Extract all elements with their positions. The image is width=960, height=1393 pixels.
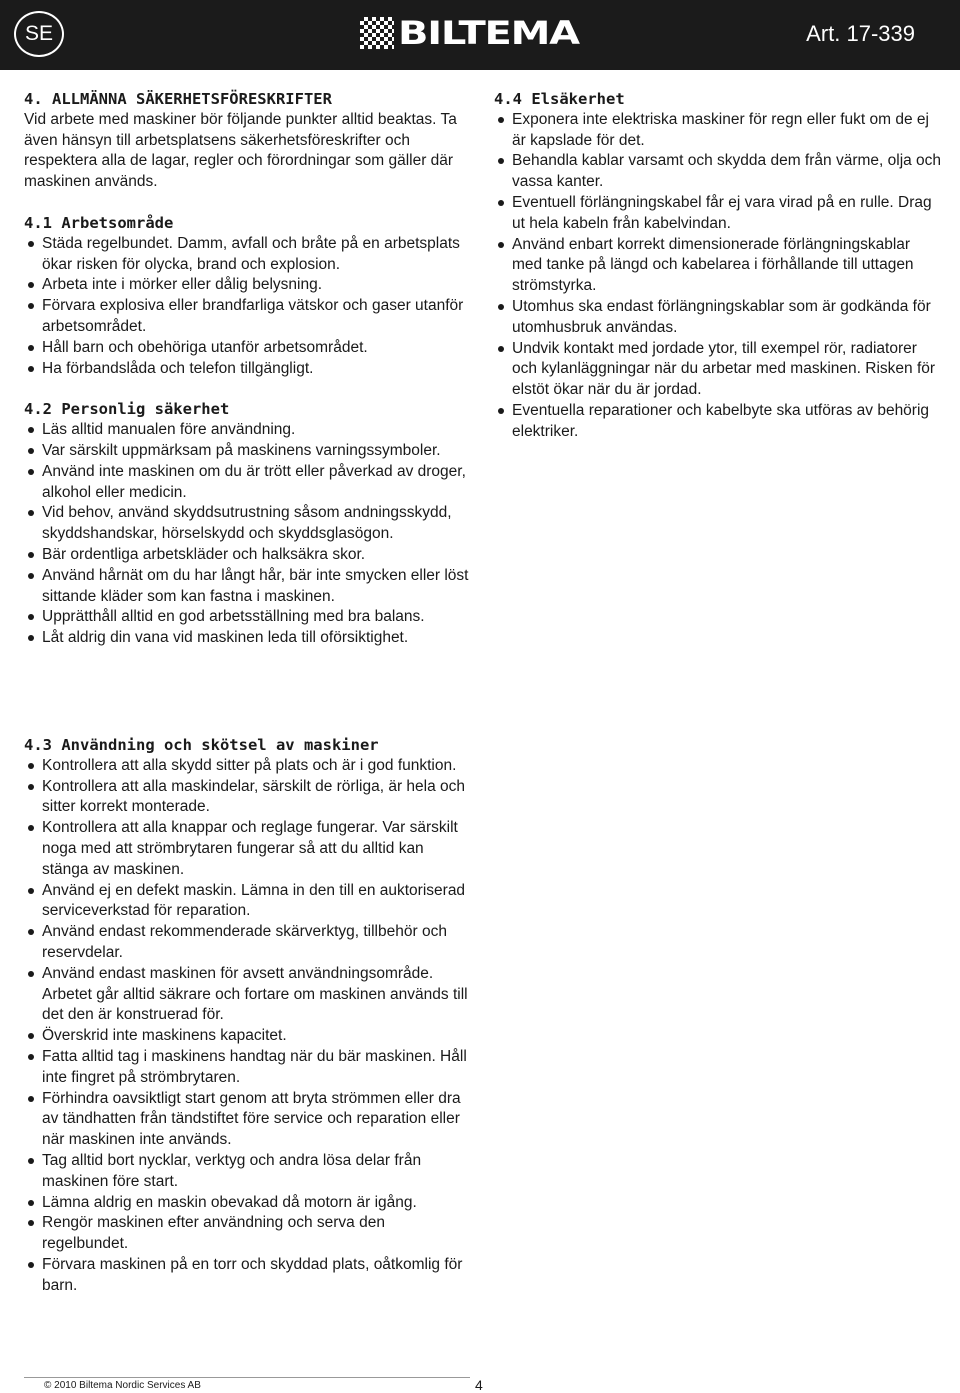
left-column-top (24, 89, 472, 649)
left-column-bottom (24, 735, 472, 1297)
list-item: Förhindra oavsiktligt start genom att bryta strömmen eller dra av tändhatten från tändstiftet före service och reparation eller när maskinen inte används. (24, 1089, 472, 1151)
article-number: Art. 17-339 (806, 21, 915, 46)
section-4-4-title: 4.4 Elsäkerhet (494, 90, 625, 108)
list-item: Använd hårnät om du har långt hår, bär inte smycken eller löst sittande kläder som kan fastna i maskinen. (24, 566, 472, 608)
list-item: Håll barn och obehöriga utanför arbetsområdet. (24, 338, 472, 359)
list-item: Vid behov, använd skyddsutrustning såsom andningsskydd, skyddshandskar, hörselskydd och skyddsglasögon. (24, 503, 472, 545)
list-item: Arbeta inte i mörker eller dålig belysning. (24, 275, 472, 296)
list-item: Utomhus ska endast förlängningskablar som är godkända för utomhusbruk användas. (494, 297, 944, 339)
list-item: Använd enbart korrekt dimensionerade förlängningskablar med tanke på längd och kabelarea i förhållande till uttagen strömstyrka. (494, 235, 944, 297)
list-item: Förvara explosiva eller brandfarliga vätskor och gaser utanför arbetsområdet. (24, 296, 472, 338)
list-item: Eventuella reparationer och kabelbyte ska utföras av behörig elektriker. (494, 401, 944, 443)
right-column (494, 89, 944, 443)
footer-divider (24, 1377, 470, 1378)
list-item: Tag alltid bort nycklar, verktyg och andra lösa delar från maskinen före start. (24, 1151, 472, 1193)
checkered-flag-icon (360, 17, 394, 49)
section-4-intro: Vid arbete med maskiner bör följande punkter alltid beaktas. Ta även hänsyn till arbetsplatsens säkerhetsföreskrifter och respektera alla de lagar, regler och förordningar som gäller där maskinen används. (24, 110, 457, 191)
list-item: Rengör maskinen efter användning och serva den regelbundet. (24, 1213, 472, 1255)
list-item: Använd endast maskinen för avsett användningsområde. Arbetet går alltid säkrare och fortare om maskinen används till det den är konstruerad för. (24, 964, 472, 1026)
list-item: Behandla kablar varsamt och skydda dem från värme, olja och vassa kanter. (494, 151, 944, 193)
section-4-3-list (24, 756, 472, 1297)
list-item: Bär ordentliga arbetskläder och halksäkra skor. (24, 545, 472, 566)
brand-logo (360, 14, 579, 52)
list-item: Upprätthåll alltid en god arbetsställning med bra balans. (24, 607, 472, 628)
list-item: Eventuell förlängningskabel får ej vara virad på en rulle. Drag ut hela kabeln från kabelvindan. (494, 193, 944, 235)
section-4-1-list (24, 234, 472, 380)
list-item: Exponera inte elektriska maskiner för regn eller fukt om de ej är kapslade för det. (494, 110, 944, 152)
section-4-4-list (494, 110, 944, 443)
section-4-3-title: 4.3 Användning och skötsel av maskiner (24, 736, 379, 754)
language-badge: SE (14, 11, 64, 57)
list-item: Kontrollera att alla skydd sitter på plats och är i god funktion. (24, 756, 472, 777)
page-number: 4 (475, 1377, 483, 1393)
list-item: Läs alltid manualen före användning. (24, 420, 472, 441)
section-4-2-list (24, 420, 472, 649)
list-item: Kontrollera att alla knappar och reglage fungerar. Var särskilt noga med att strömbrytaren fungerar så att du alltid kan stänga av maskinen. (24, 818, 472, 880)
list-item: Fatta alltid tag i maskinens handtag när du bär maskinen. Håll inte fingret på strömbrytaren. (24, 1047, 472, 1089)
list-item: Ha förbandslåda och telefon tillgängligt. (24, 359, 472, 380)
list-item: Förvara maskinen på en torr och skyddad plats, oåtkomlig för barn. (24, 1255, 472, 1297)
section-4-1-title: 4.1 Arbetsområde (24, 213, 174, 232)
section-4-2-title: 4.2 Personlig säkerhet (24, 400, 230, 419)
list-item: Kontrollera att alla maskindelar, särskilt de rörliga, är hela och sitter korrekt monterade. (24, 777, 472, 819)
list-item: Använd endast rekommenderade skärverktyg, tillbehör och reservdelar. (24, 922, 472, 964)
list-item: Var särskilt uppmärksam på maskinens varningssymboler. (24, 441, 472, 462)
footer-copyright: © 2010 Biltema Nordic Services AB (44, 1380, 201, 1391)
list-item: Städa regelbundet. Damm, avfall och bråte på en arbetsplats ökar risken för olycka, brand och explosion. (24, 234, 472, 276)
brand-name: BILTEMA (398, 14, 579, 52)
list-item: Använd inte maskinen om du är trött eller påverkad av droger, alkohol eller medicin. (24, 462, 472, 504)
section-4-title: 4. ALLMÄNNA SÄKERHETSFÖRESKRIFTER (24, 90, 332, 108)
list-item: Överskrid inte maskinens kapacitet. (24, 1026, 472, 1047)
list-item: Låt aldrig din vana vid maskinen leda till oförsiktighet. (24, 628, 472, 649)
list-item: Lämna aldrig en maskin obevakad då motorn är igång. (24, 1193, 472, 1214)
list-item: Undvik kontakt med jordade ytor, till exempel rör, radiatorer och kylanläggningar när du arbetar med maskinen. Risken för elstöt ökar när du är jordad. (494, 339, 944, 401)
page-header (0, 0, 960, 70)
list-item: Använd ej en defekt maskin. Lämna in den till en auktoriserad serviceverkstad för reparation. (24, 881, 472, 923)
